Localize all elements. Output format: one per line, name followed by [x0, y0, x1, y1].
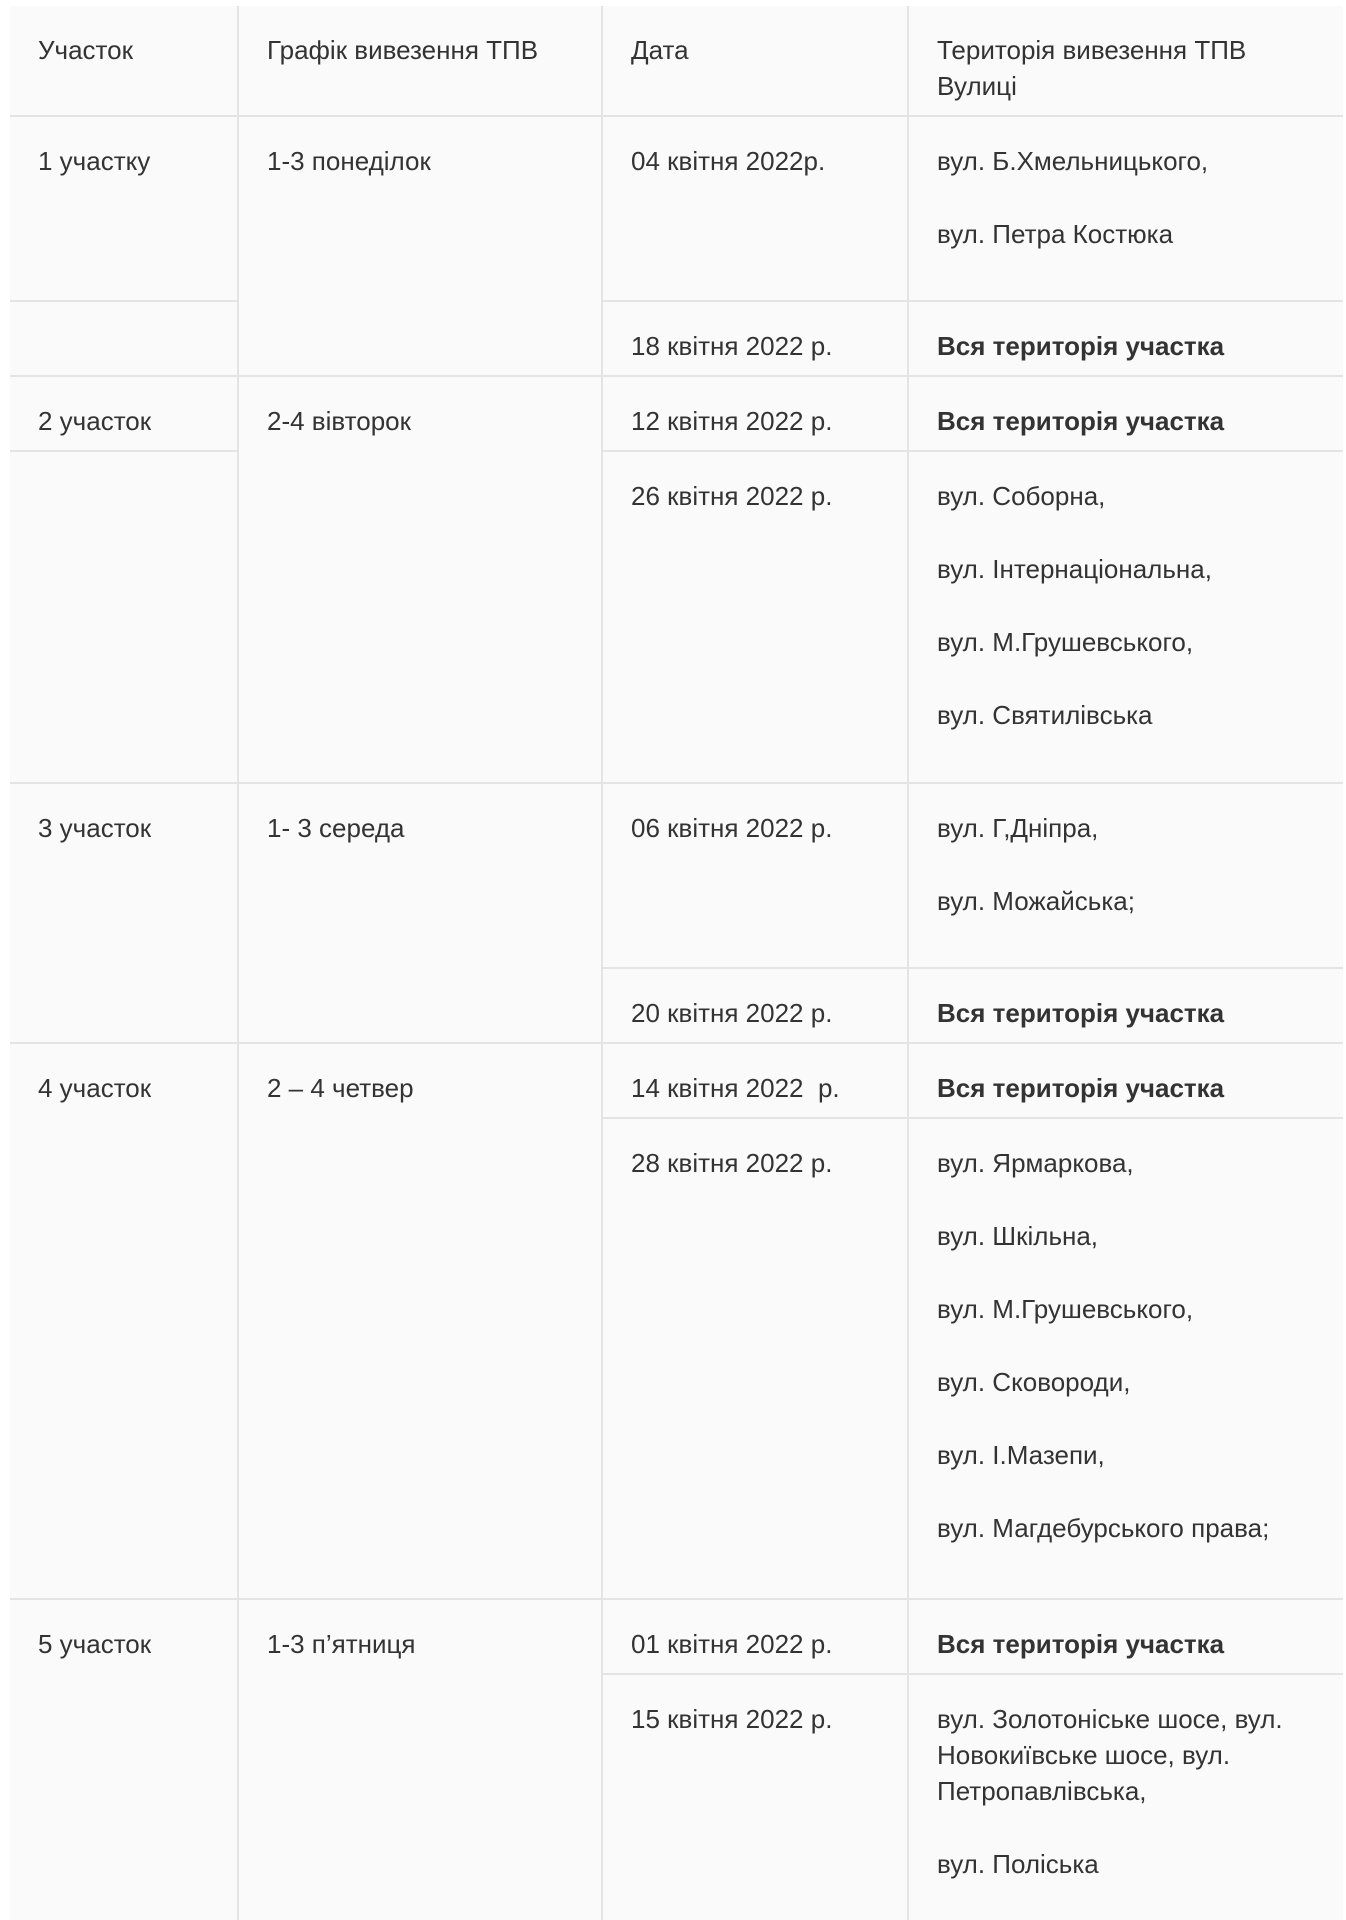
street-item: вул. М.Грушевського, — [937, 1294, 1194, 1324]
street-item: вул. Поліська — [937, 1849, 1099, 1879]
street-item: вул. Святилівська — [937, 700, 1153, 730]
street-item: вул. Г,Дніпра, — [937, 813, 1099, 843]
street-item: вул. Б.Хмельницького, — [937, 146, 1209, 176]
all-territory-label: Вся територія участка — [937, 331, 1225, 361]
header-territory-line1: Територія вивезення ТПВ — [937, 35, 1247, 65]
streets-cell — [909, 452, 1343, 770]
date-cell: 01 квітня 2022 р. — [631, 1629, 833, 1659]
date-cell: 04 квітня 2022р. — [631, 146, 826, 176]
street-item: вул. Інтернаціональна, — [937, 554, 1212, 584]
area-cell: 5 участок — [38, 1629, 152, 1659]
streets-cell — [909, 784, 1343, 956]
header-territory-line2: Вулиці — [937, 71, 1017, 101]
street-item: вул. Можайська; — [937, 886, 1135, 916]
header-schedule: Графік вивезення ТПВ — [267, 35, 539, 65]
schedule-cell: 1- 3 середа — [267, 813, 405, 843]
header-territory — [909, 6, 1343, 104]
all-territory-label: Вся територія участка — [937, 1073, 1225, 1103]
schedule-cell: 1-3 п’ятниця — [267, 1629, 416, 1659]
date-cell: 15 квітня 2022 р. — [631, 1704, 833, 1734]
schedule-table — [10, 6, 1343, 1920]
area-cell: 4 участок — [38, 1073, 152, 1103]
header-date: Дата — [631, 35, 689, 65]
area-cell: 3 участок — [38, 813, 152, 843]
schedule-cell: 1-3 понеділок — [267, 146, 431, 176]
date-cell: 26 квітня 2022 р. — [631, 481, 833, 511]
streets-cell — [909, 1675, 1343, 1919]
schedule-cell: 2 – 4 четвер — [267, 1073, 414, 1103]
street-item: вул. Шкільна, — [937, 1221, 1099, 1251]
street-item: вул. І.Мазепи, — [937, 1440, 1105, 1470]
street-item: вул. Соборна, — [937, 481, 1106, 511]
row-divider — [10, 300, 237, 302]
all-territory-label: Вся територія участка — [937, 1629, 1225, 1659]
date-cell: 14 квітня 2022 р. — [631, 1073, 840, 1103]
street-item: вул. Сковороди, — [937, 1367, 1131, 1397]
all-territory-label: Вся територія участка — [937, 406, 1225, 436]
street-item: вул. Магдебурського права; — [937, 1513, 1270, 1543]
header-area: Участок — [38, 35, 133, 65]
streets-cell — [909, 117, 1343, 289]
street-item: вул. Ярмаркова, — [937, 1148, 1134, 1178]
street-item: вул. Петра Костюка — [937, 219, 1174, 249]
street-item: вул. М.Грушевського, — [937, 627, 1194, 657]
date-cell: 12 квітня 2022 р. — [631, 406, 833, 436]
area-cell: 2 участок — [38, 406, 152, 436]
schedule-cell: 2-4 вівторок — [267, 406, 412, 436]
date-cell: 06 квітня 2022 р. — [631, 813, 833, 843]
date-cell: 28 квітня 2022 р. — [631, 1148, 833, 1178]
date-cell: 18 квітня 2022 р. — [631, 331, 833, 361]
streets-cell — [909, 1119, 1343, 1583]
date-cell: 20 квітня 2022 р. — [631, 998, 833, 1028]
street-item: вул. Золотоніське шосе, вул. Новокиївське шосе, вул. Петропавлівська, — [937, 1704, 1283, 1806]
row-divider — [10, 450, 237, 452]
all-territory-label: Вся територія участка — [937, 998, 1225, 1028]
area-cell: 1 участку — [38, 146, 151, 176]
